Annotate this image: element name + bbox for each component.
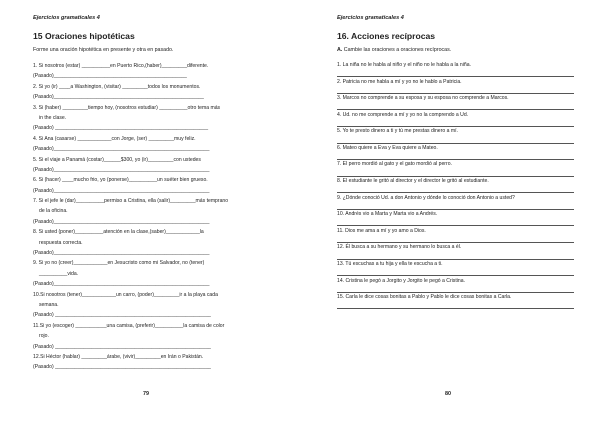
exercise-line: rojo. (39, 333, 49, 340)
exercise-item: 14. Cristina le pegó a Jorgito y Jorgito le pegó a Cristina. (337, 277, 465, 284)
right-running-header: Ejercicios gramaticales 4 (337, 15, 404, 21)
exercise-line: 4. Si Ana (casarse) ____________con Jorge, (ser) _________muy feliz. (33, 135, 196, 142)
answer-line (337, 119, 574, 127)
exercise-line: 1. Si nosotros (estar) __________en Puerto Rico,(haber)_________diferente. (33, 63, 209, 69)
answer-line (337, 285, 574, 293)
exercise-line: respuesta correcta. (39, 239, 83, 246)
exercise-line: __________vida. (39, 270, 79, 277)
left-section-title: 15 Oraciones hipotéticas (33, 31, 135, 41)
exercise-line: 6. Si (hacer) ____mucho frio, yo (ponerse)__________un suéter bien grueso. (33, 177, 208, 184)
exercise-line: in the clase. (39, 114, 67, 121)
exercise-item: 3. Marcos no comprende a su esposa y su esposa no comprende a Marcos. (337, 95, 509, 102)
right-instruction (337, 47, 582, 61)
instruction-label: A. (337, 47, 343, 53)
exercise-line: 8. Si usted (poner)__________atención en la clase,(saber)____________la (33, 229, 204, 236)
exercise-line: (Pasado) _______________________________________________________ (33, 312, 211, 319)
exercise-line: semana. (39, 301, 59, 308)
exercise-line: 5. Si el viaje a Panamá (costar)______$300, yo (ir)_________con ustedes (33, 156, 201, 163)
right-page-number: 80 (445, 391, 451, 397)
exercise-line: (Pasado)_______________________________________________________ (33, 166, 210, 173)
exercise-line: 3. Si (haber) _________tiempo hoy, (nosotros estudiar) __________otro tema más (33, 104, 221, 111)
answer-line (337, 268, 574, 276)
answer-line (337, 301, 574, 309)
right-exercise-list (337, 61, 582, 309)
answer-line (337, 185, 574, 193)
exercise-line: (Pasado)_______________________________________________ (33, 73, 187, 80)
exercise-line: (Pasado) ______________________________________________________ (33, 125, 209, 132)
exercise-line: (Pasado)_______________________________________________________ (33, 218, 210, 225)
left-intro: Forme una oración hipotética en presente y otra en pasado. (33, 47, 174, 53)
answer-line (337, 86, 574, 94)
answer-line (337, 235, 574, 243)
exercise-item: 11. Dios me ama a mí y yo amo a Dios. (337, 227, 426, 234)
exercise-item: 15. Carla le dice cosas bonitas a Pablo y Pablo le dice cosas bonitas a Carla. (337, 294, 512, 301)
exercise-line: (Pasado) _______________________________________________________ (33, 364, 211, 371)
answer-line (337, 202, 574, 210)
exercise-line: 10.Si nosotros (tener)____________un carro, (poder)_________ir a la playa cada (33, 291, 218, 298)
left-page-number: 79 (143, 391, 149, 397)
exercise-item: 4. Ud. no me comprende a mí y yo no la comprendo a Ud. (337, 111, 469, 118)
exercise-item: 9. ¿Dónde conoció Ud. a don Antonio y dónde lo conoció don Antonio a usted? (337, 194, 515, 201)
exercise-item: 8. El estudiante le gritó al director y el director le gritó al estudiante. (337, 178, 489, 185)
exercise-item: 6. Mateo quiere a Eva y Eva quiere a Mateo. (337, 144, 438, 151)
exercise-line: (Pasado) _______________________________________________________ (33, 343, 211, 350)
exercise-line: (Pasado)_______________________________________________________ (33, 250, 210, 257)
answer-line (337, 168, 574, 176)
exercise-item: 1. La niña no le habla al niño y el niño no le habla a la niña. (337, 62, 471, 68)
left-exercise-list (33, 61, 286, 373)
exercise-line: de la oficina. (39, 208, 68, 215)
exercise-line: (Pasado)_____________________________________________________ (33, 94, 204, 101)
exercise-item: 13. Tú escuchas a tu hija y ella te escucha a ti. (337, 260, 443, 267)
exercise-line: 7. Si el jefe le (dar)__________permiso a Cristina, ella (salir)_________más temprano (33, 198, 229, 205)
exercise-line: 2. Si yo (ir) ____a Washington, (visitar) _________todos los monumentos. (33, 83, 201, 90)
exercise-item: 7. El perro mordió al gato y el gato mordió al perro. (337, 161, 452, 168)
instruction-text: Cambie las oraciones a oraciones recíprocas. (342, 47, 452, 53)
exercise-line: (Pasado)_______________________________________________________ (33, 187, 210, 194)
answer-line (337, 135, 574, 143)
answer-line (337, 218, 574, 226)
left-running-header: Ejercicios gramaticales 4 (33, 15, 100, 21)
exercise-line: 9. Si yo no (creer)____________en Jesucristo como mi Salvador, no (tener) (33, 260, 205, 267)
exercise-item: 10. Andrés vio a Marta y Marta vio a Andrés. (337, 211, 438, 218)
right-section-title: 16. Acciones recíprocas (337, 31, 436, 41)
exercise-item: 12. Él busca a su hermano y su hermano lo busca a él. (337, 244, 462, 251)
right-page (300, 0, 600, 424)
exercise-line: 12.Si Héctor (hablar) _________árabe, (vivir)_________en Irán o Pakistán. (33, 353, 204, 360)
answer-line (337, 69, 574, 77)
exercise-item: 5. Yo te presto dinero a ti y tú me prestas dinero a mí. (337, 128, 458, 135)
answer-line (337, 102, 574, 110)
answer-line (337, 152, 574, 160)
exercise-line: (Pasado)_______________________________________________________ (33, 281, 210, 288)
exercise-item: 2. Patricia no me habla a mí y yo no le hablo a Patricia. (337, 78, 462, 85)
exercise-line: 11.Si yo (escoger) ___________una camisa, (preferir)__________la camisa de color (33, 322, 225, 329)
exercise-line: (Pasado)_______________________________________________________ (33, 146, 210, 153)
answer-line (337, 251, 574, 259)
